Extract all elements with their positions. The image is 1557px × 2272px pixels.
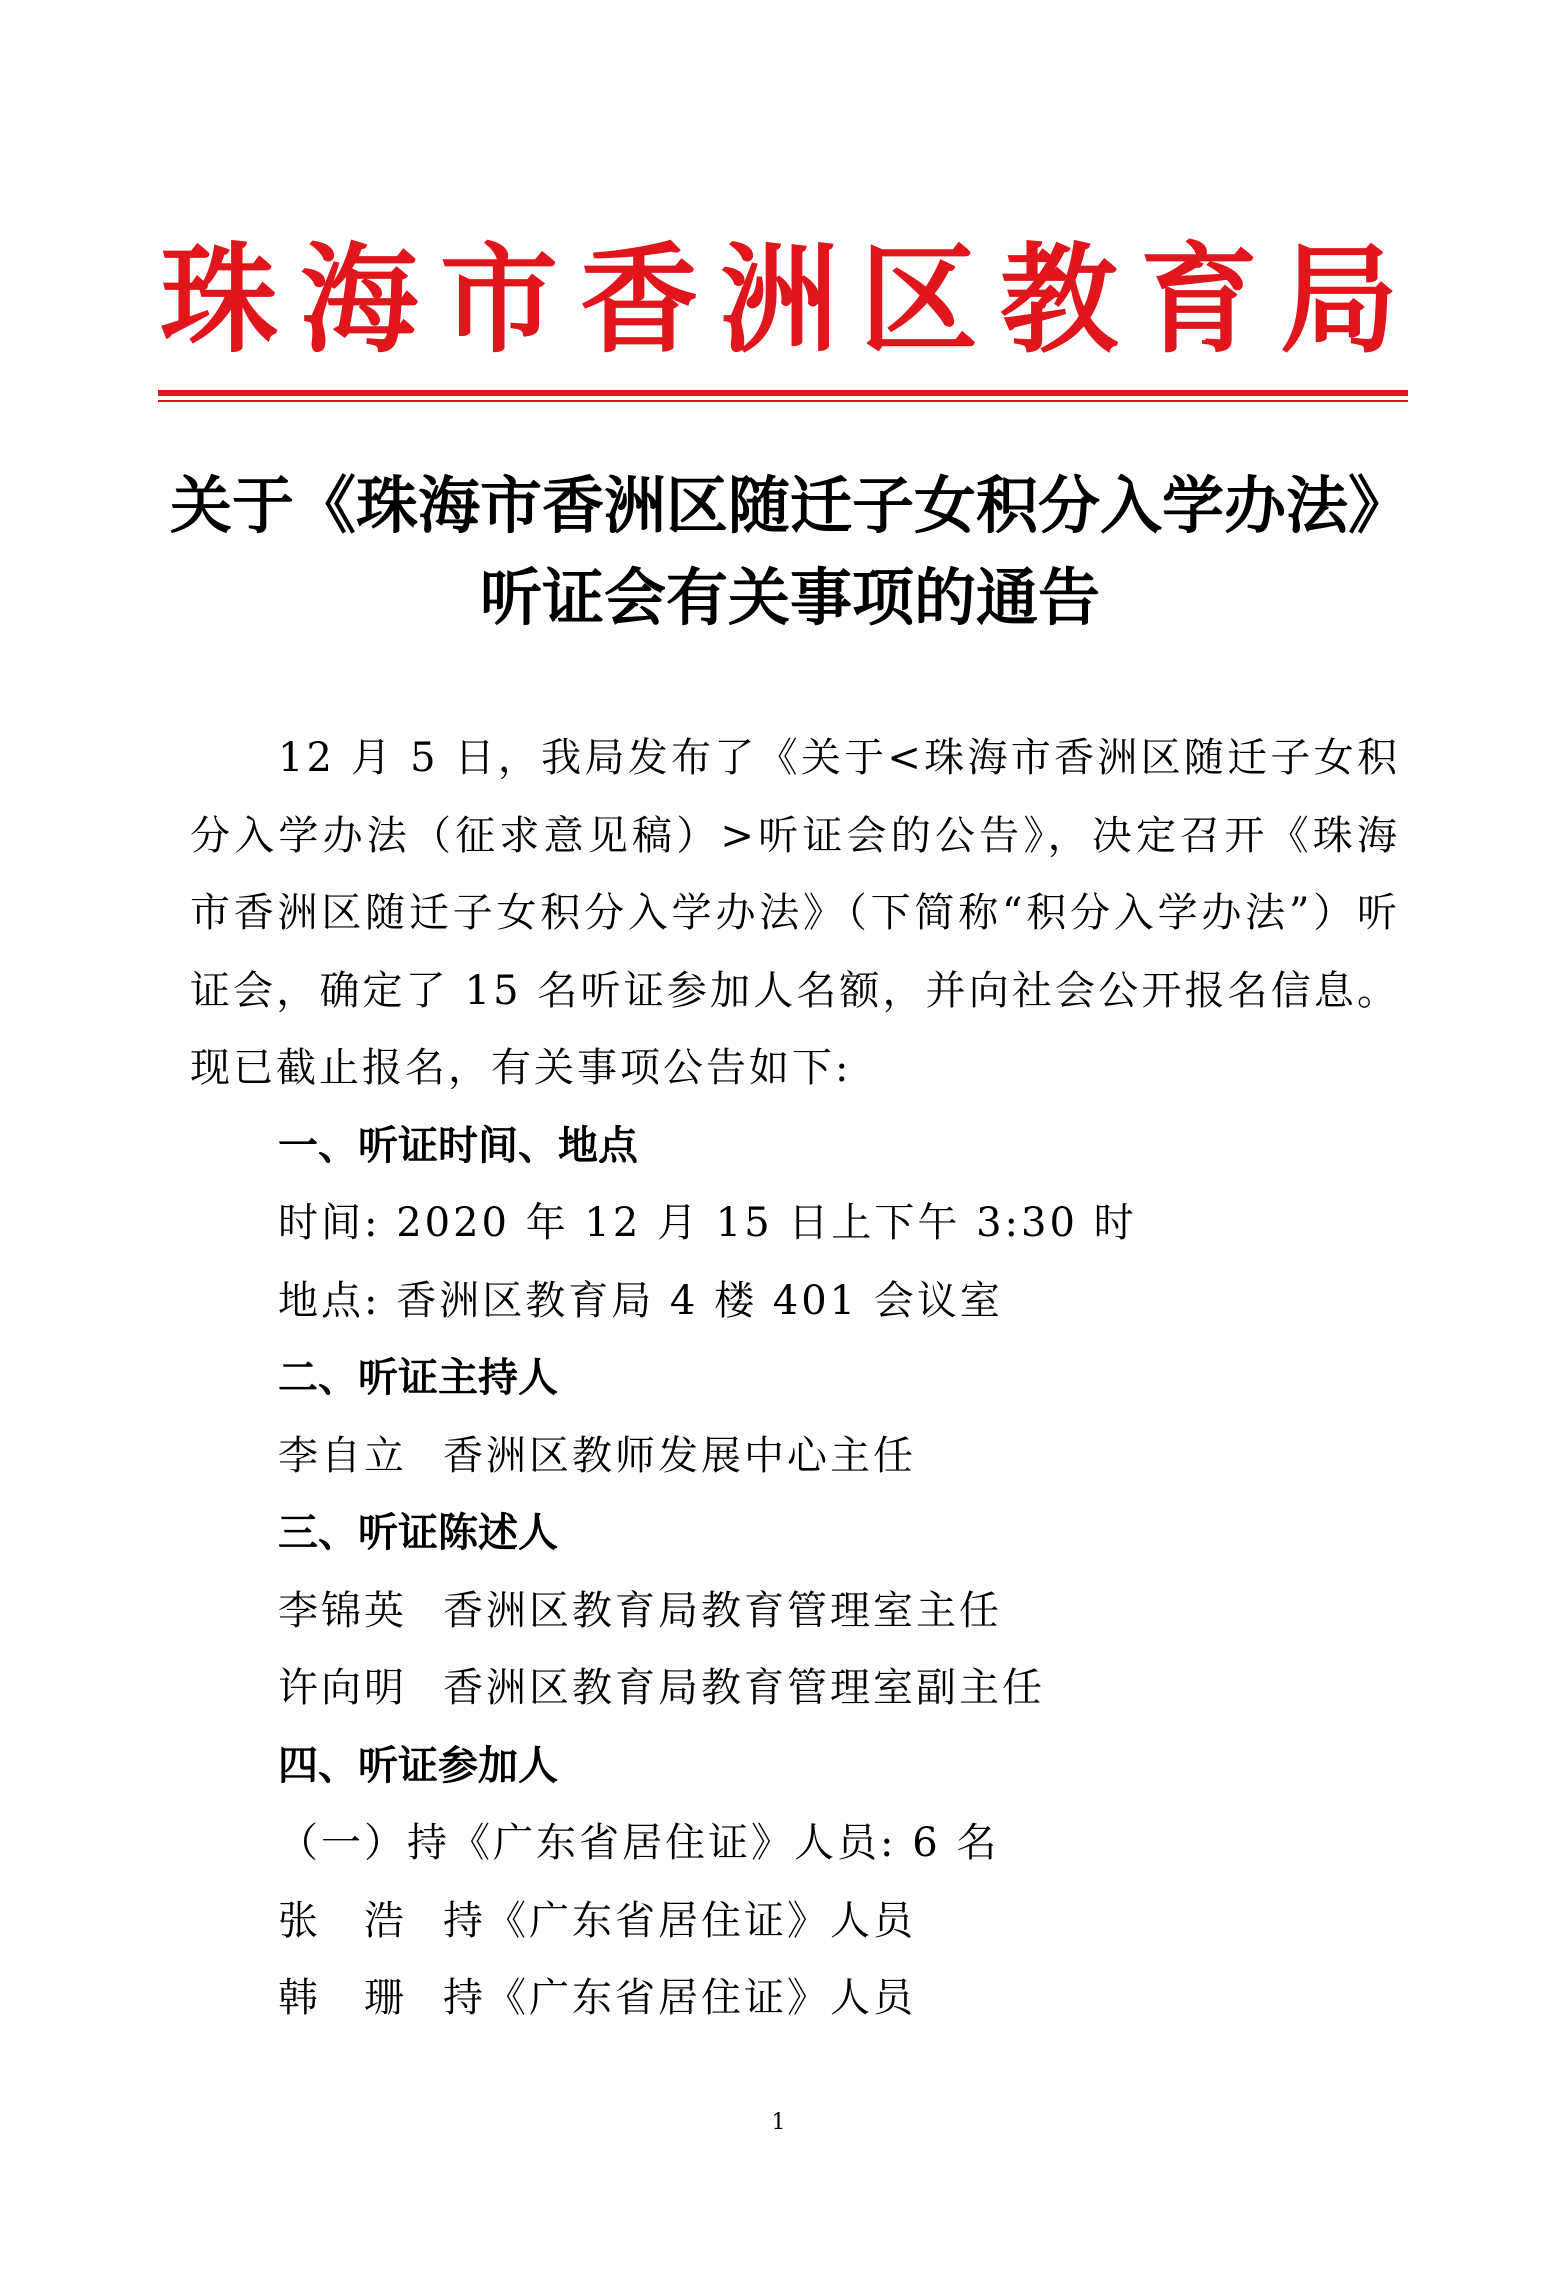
participant-role: 持《广东省居住证》人员	[443, 1975, 916, 2021]
hearing-time: 时间: 2020 年 12 月 15 日上下午 3:30 时	[278, 1200, 1137, 1246]
participants-subheading: （一）持《广东省居住证》人员: 6 名	[278, 1820, 1000, 1866]
section-heading-time-place: 一、听证时间、地点	[278, 1122, 638, 1169]
host-entry	[190, 1418, 1400, 1496]
participant-name: 张 浩	[278, 1897, 407, 1944]
masthead-rule-thin	[158, 400, 1408, 402]
masthead-title: 珠海市香洲区教育局	[160, 231, 1421, 369]
presenter-entry	[190, 1650, 1400, 1728]
participant-role: 持《广东省居住证》人员	[443, 1897, 916, 1944]
masthead-rule-thick	[158, 390, 1408, 396]
participant-name: 韩 珊	[278, 1975, 407, 2021]
participant-entry	[190, 1883, 1400, 1961]
presenter-name: 李锦英	[278, 1587, 407, 1634]
presenter-role: 香洲区教育局教育管理室副主任	[443, 1665, 1045, 1711]
presenter-role: 香洲区教育局教育管理室主任	[443, 1587, 1002, 1634]
host-role: 香洲区教师发展中心主任	[443, 1432, 916, 1479]
presenter-name: 许向明	[278, 1665, 407, 1711]
notice-body	[190, 720, 1400, 2038]
participant-entry	[190, 1960, 1400, 2038]
host-name: 李自立	[278, 1432, 407, 1479]
intro-paragraph: 12 月 5 日，我局发布了《关于<珠海市香洲区随迁子女积分入学办法（征求意见稿）>听证会的公告》，决定召开《珠海市香洲区随迁子女积分入学办法》（下简称“积分入学办法”）听证会，确定了 15 名听证参加人名额，并向社会公开报名信息。现已截止报名，有关事项公告如下:	[190, 735, 1400, 1091]
notice-title	[160, 460, 1420, 644]
hearing-place: 地点: 香洲区教育局 4 楼 401 会议室	[278, 1277, 1003, 1324]
notice-title-line1: 关于《珠海市香洲区随迁子女积分入学办法》	[169, 469, 1410, 542]
section-heading-presenters: 三、听证陈述人	[278, 1510, 558, 1556]
section-heading-host: 二、听证主持人	[278, 1355, 558, 1401]
page-number: 1	[771, 2110, 786, 2135]
presenter-entry	[190, 1573, 1400, 1651]
notice-title-line2: 听证会有关事项的通告	[479, 561, 1100, 634]
section-heading-participants: 四、听证参加人	[278, 1742, 558, 1789]
